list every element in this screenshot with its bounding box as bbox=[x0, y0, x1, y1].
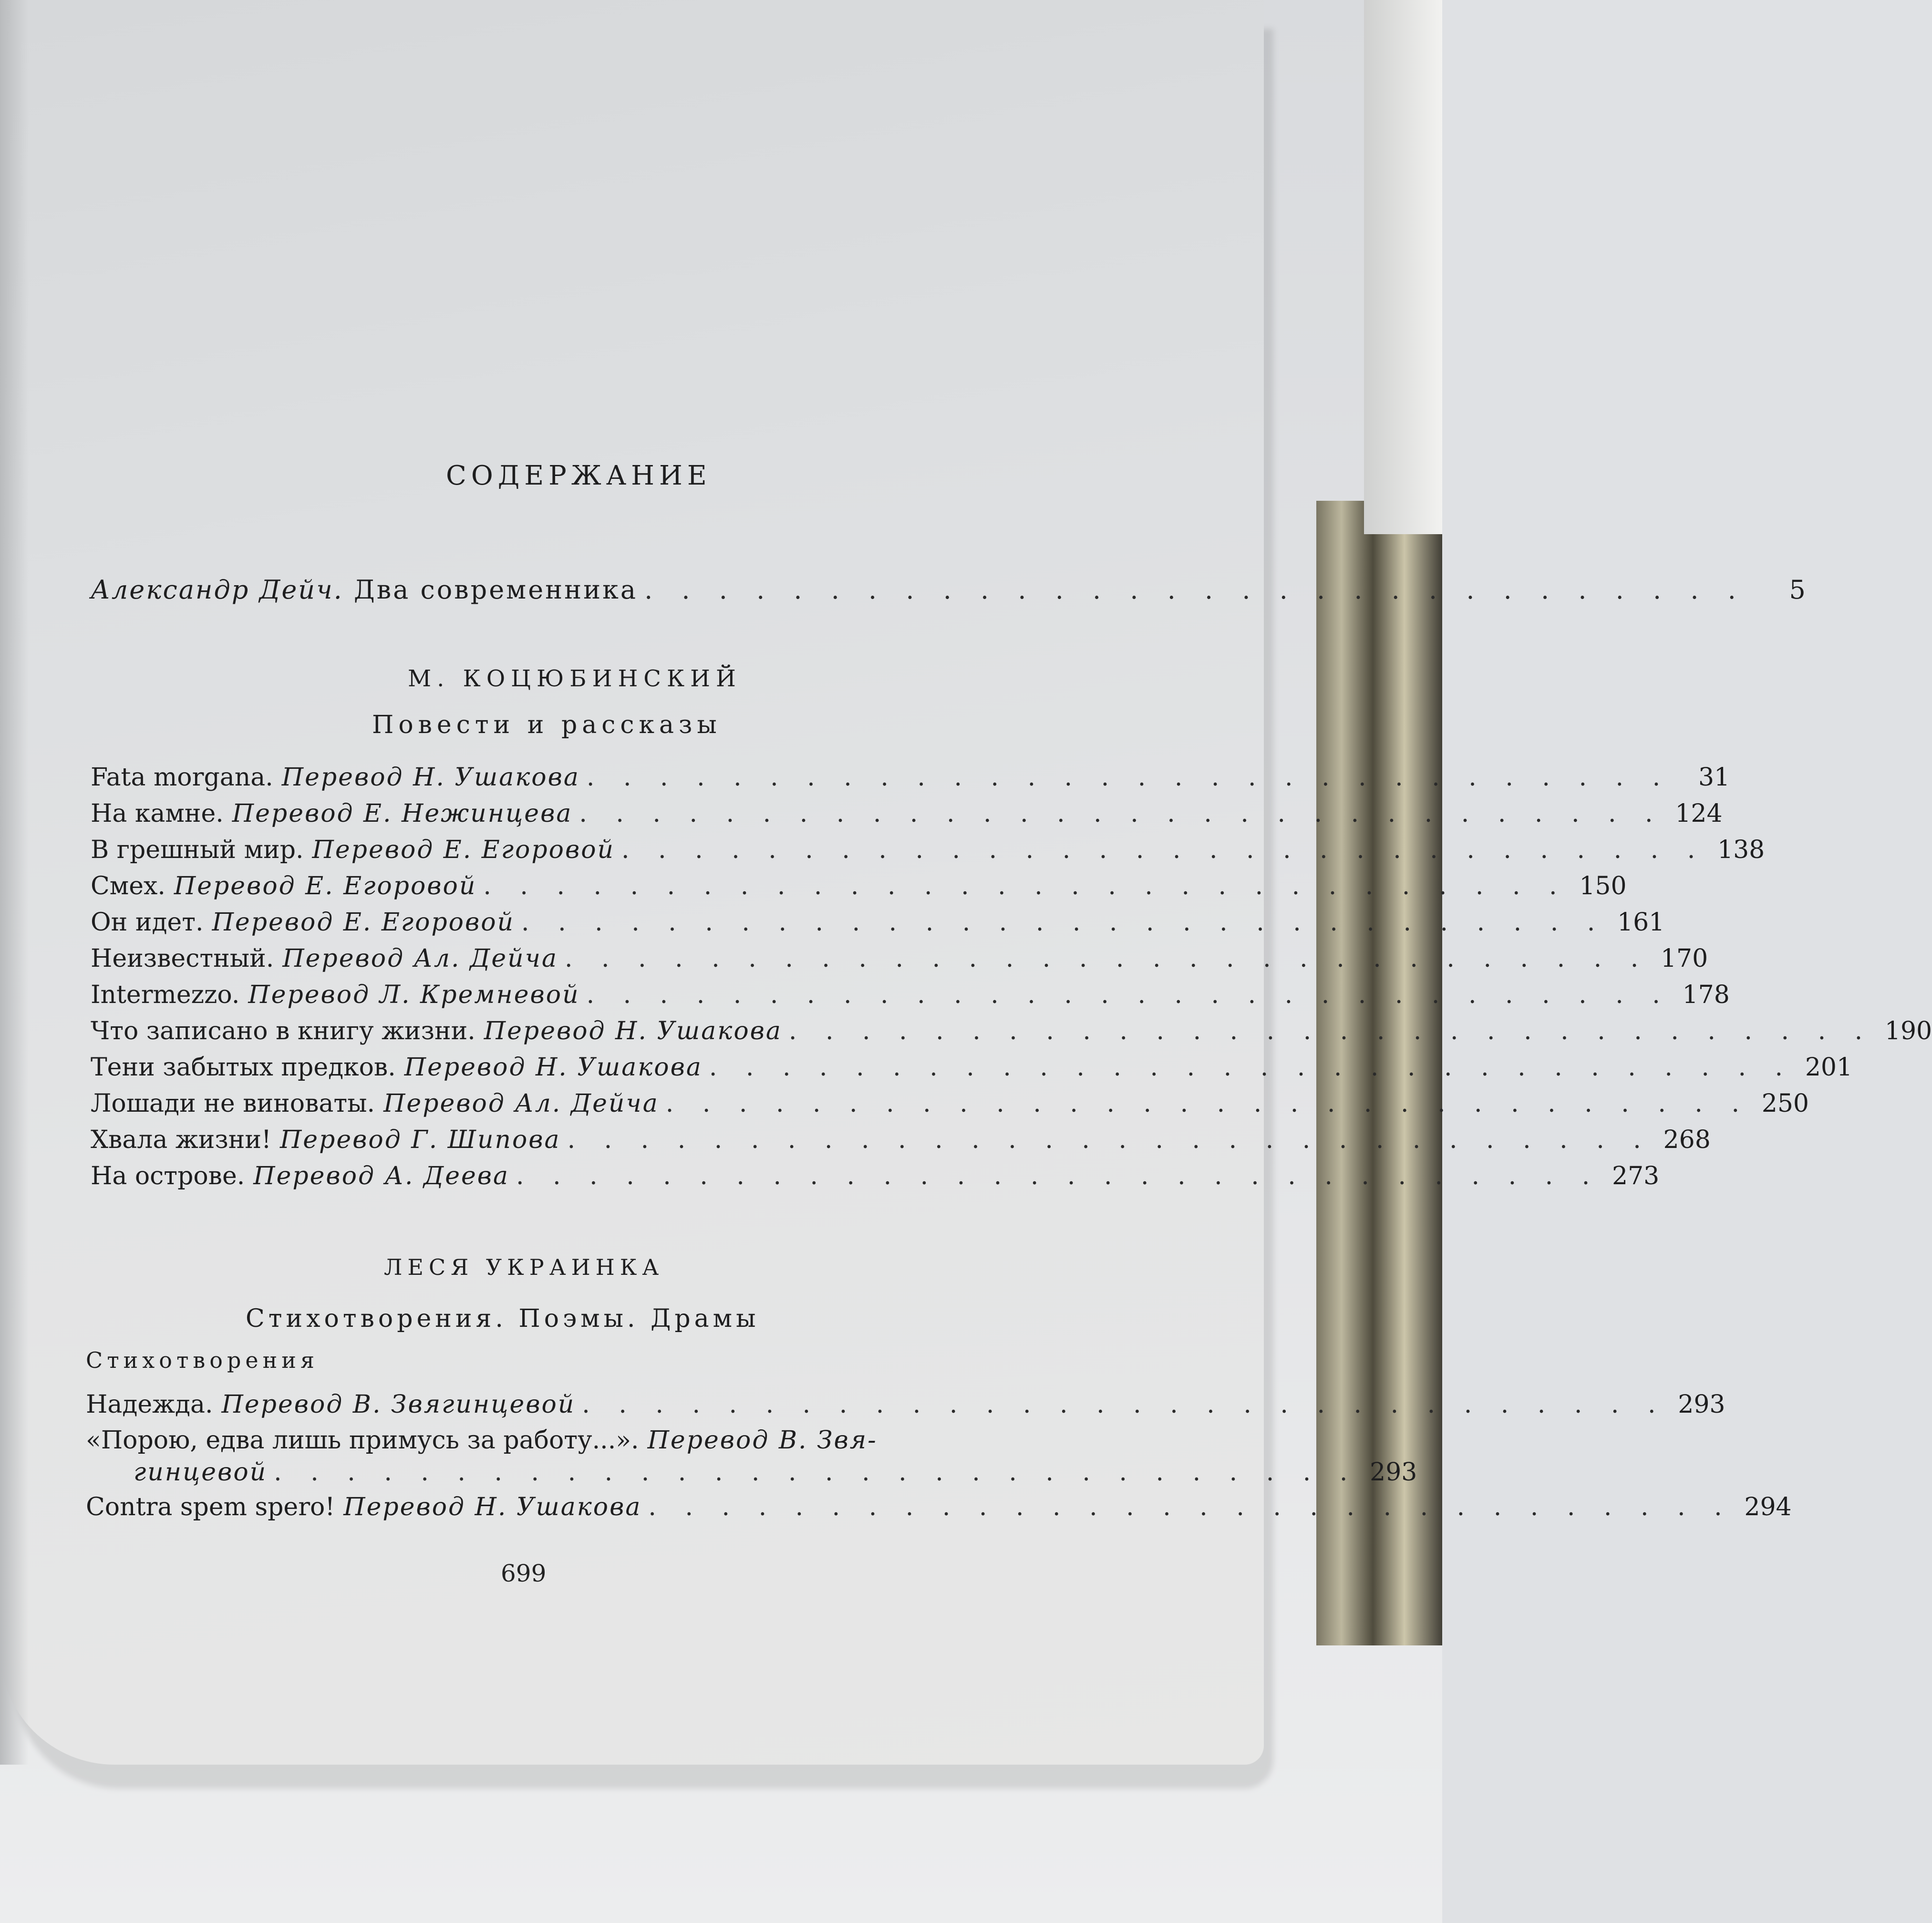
toc-entry bbox=[91, 799, 1723, 833]
entry-translator: Перевод А. Деева bbox=[253, 1162, 510, 1190]
intro-author: Александр Дейч. bbox=[91, 575, 343, 605]
entry-page: 178 bbox=[1682, 981, 1730, 1009]
entry-translator: Перевод Ал. Дейча bbox=[282, 944, 558, 973]
entry-page: 124 bbox=[1675, 799, 1723, 828]
page-number: 699 bbox=[501, 1560, 547, 1587]
entry-page: 150 bbox=[1579, 872, 1627, 900]
page-gutter-shadow bbox=[0, 0, 29, 1765]
entry-title: В грешный мир. bbox=[91, 836, 304, 864]
entry-page: 190 bbox=[1884, 1017, 1932, 1045]
leader-dots: . . . . . . . . . . . . . . . . . . . . . . . . . . . . . . bbox=[586, 763, 1671, 792]
entry-page: 201 bbox=[1805, 1053, 1853, 1082]
contents-heading: СОДЕРЖАНИЕ bbox=[446, 460, 712, 491]
toc-entry bbox=[86, 1390, 1725, 1424]
entry-title: Что записано в книгу жизни. bbox=[91, 1017, 475, 1045]
toc-entry bbox=[91, 1089, 1809, 1123]
entry-page: 31 bbox=[1698, 763, 1730, 792]
intro-page: 5 bbox=[1789, 575, 1806, 605]
section2-group-label: Стихотворения bbox=[86, 1347, 319, 1373]
toc-entry bbox=[91, 981, 1730, 1014]
leader-dots: . . . . . . . . . . . . . . . . . . . . . . . . . . . . . . bbox=[516, 1162, 1601, 1190]
leader-dots: . . . . . . . . . . . . . . . . . . . . . . . . . . . . . . bbox=[709, 1053, 1794, 1082]
entry-translator: Перевод Г. Шипова bbox=[279, 1126, 561, 1154]
entry-translator: Перевод Л. Кремневой bbox=[248, 981, 580, 1009]
leader-dots: . . . . . . . . . . . . . . . . . . . . . . . . . . . . . . bbox=[648, 1493, 1733, 1521]
leader-dots: . . . . . . . . . . . . . . . . . . . . . . . . . . . . . . bbox=[579, 799, 1663, 828]
entry-translator: Перевод Ал. Дейча bbox=[383, 1089, 659, 1118]
entry-translator: Перевод Е. Егоровой bbox=[312, 836, 615, 864]
entry-title: Неизвестный. bbox=[91, 944, 274, 973]
entry-title: Надежда. bbox=[86, 1390, 213, 1419]
entry-translator: Перевод Е. Егоровой bbox=[212, 908, 515, 937]
leader-dots: . . . . . . . . . . . . . . . . . . . . . . . . . . . . . . bbox=[274, 1458, 1358, 1487]
toc-entry bbox=[91, 763, 1730, 796]
entry-title: Хвала жизни! bbox=[91, 1126, 271, 1154]
toc-entry bbox=[91, 908, 1665, 941]
toc-entry bbox=[91, 836, 1765, 869]
entry-title: Смех. bbox=[91, 872, 165, 900]
entry-title: На камне. bbox=[91, 799, 224, 828]
section2-subtitle: Стихотворения. Поэмы. Драмы bbox=[246, 1304, 760, 1333]
toc-entry bbox=[91, 944, 1708, 978]
entry-title: Intermezzo. bbox=[91, 981, 240, 1009]
toc-entry bbox=[91, 1126, 1711, 1159]
entry-title: Тени забытых предков. bbox=[91, 1053, 396, 1082]
entry-translator: Перевод В. Звя- bbox=[647, 1426, 878, 1455]
leader-dots: . . . . . . . . . . . . . . . . . . . . . . . . . . . . . . bbox=[665, 1089, 1750, 1118]
section1-author: М. КОЦЮБИНСКИЙ bbox=[408, 665, 742, 692]
leader-dots: . . . . . . . . . . . . . . . . . . . . . . . . . . . . . . bbox=[621, 836, 1706, 864]
toc-entry bbox=[86, 1493, 1792, 1526]
leader-dots: . . . . . . . . . . . . . . . . . . . . . . . . . . . . . . bbox=[586, 981, 1671, 1009]
toc-entry bbox=[91, 872, 1627, 905]
entry-translator: Перевод Н. Ушакова bbox=[404, 1053, 703, 1082]
entry-title: Fata morgana. bbox=[91, 763, 273, 792]
entry-page: 293 bbox=[1370, 1458, 1417, 1487]
leader-dots: . . . . . . . . . . . . . . . . . . . . . . . . . . . . . . bbox=[644, 575, 1746, 605]
entry-translator: Перевод Н. Ушакова bbox=[343, 1493, 642, 1521]
entry-page: 294 bbox=[1744, 1493, 1792, 1521]
entry-title: «Порою, едва лишь примусь за работу...». bbox=[86, 1426, 639, 1455]
entry-translator: Перевод В. Звягинцевой bbox=[221, 1390, 576, 1419]
entry-translator: Перевод Н. Ушакова bbox=[484, 1017, 782, 1045]
leader-dots: . . . . . . . . . . . . . . . . . . . . . . . . . . . . . . bbox=[567, 1126, 1652, 1154]
leader-dots: . . . . . . . . . . . . . . . . . . . . . . . . . . . . . . bbox=[582, 1390, 1666, 1419]
leader-dots: . . . . . . . . . . . . . . . . . . . . . . . . . . . . . . bbox=[483, 872, 1568, 900]
leader-dots: . . . . . . . . . . . . . . . . . . . . . . . . . . . . . . bbox=[788, 1017, 1873, 1045]
entry-translator: Перевод Е. Егоровой bbox=[174, 872, 477, 900]
book-cover-edge bbox=[1364, 0, 1442, 534]
toc-entry bbox=[91, 1017, 1932, 1050]
entry-page: 293 bbox=[1678, 1390, 1725, 1419]
toc-entry bbox=[91, 1162, 1660, 1195]
entry-title: Лошади не виноваты. bbox=[91, 1089, 375, 1118]
section2-author: ЛЕСЯ УКРАИНКА bbox=[384, 1254, 664, 1280]
entry-translator: Перевод Е. Нежинцева bbox=[232, 799, 573, 828]
entry-title: На острове. bbox=[91, 1162, 245, 1190]
leader-dots: . . . . . . . . . . . . . . . . . . . . . . . . . . . . . . bbox=[565, 944, 1649, 973]
entry-page: 250 bbox=[1761, 1089, 1809, 1118]
entry-page: 273 bbox=[1612, 1162, 1660, 1190]
toc-entry bbox=[86, 1426, 1054, 1459]
intro-title: Два современника bbox=[353, 575, 638, 605]
entry-page: 161 bbox=[1617, 908, 1665, 937]
entry-page: 138 bbox=[1717, 836, 1765, 864]
section1-subtitle: Повести и рассказы bbox=[372, 711, 722, 739]
intro-entry bbox=[91, 575, 1806, 608]
entry-translator-continuation: гинцевой bbox=[134, 1458, 268, 1487]
leader-dots: . . . . . . . . . . . . . . . . . . . . . . . . . . . . . . bbox=[521, 908, 1606, 937]
entry-title: Contra spem spero! bbox=[86, 1493, 335, 1521]
toc-entry-continuation bbox=[134, 1458, 1417, 1491]
entry-page: 170 bbox=[1660, 944, 1708, 973]
entry-page: 268 bbox=[1663, 1126, 1711, 1154]
entry-title: Он идет. bbox=[91, 908, 204, 937]
entry-translator: Перевод Н. Ушакова bbox=[281, 763, 580, 792]
toc-entry bbox=[91, 1053, 1853, 1086]
